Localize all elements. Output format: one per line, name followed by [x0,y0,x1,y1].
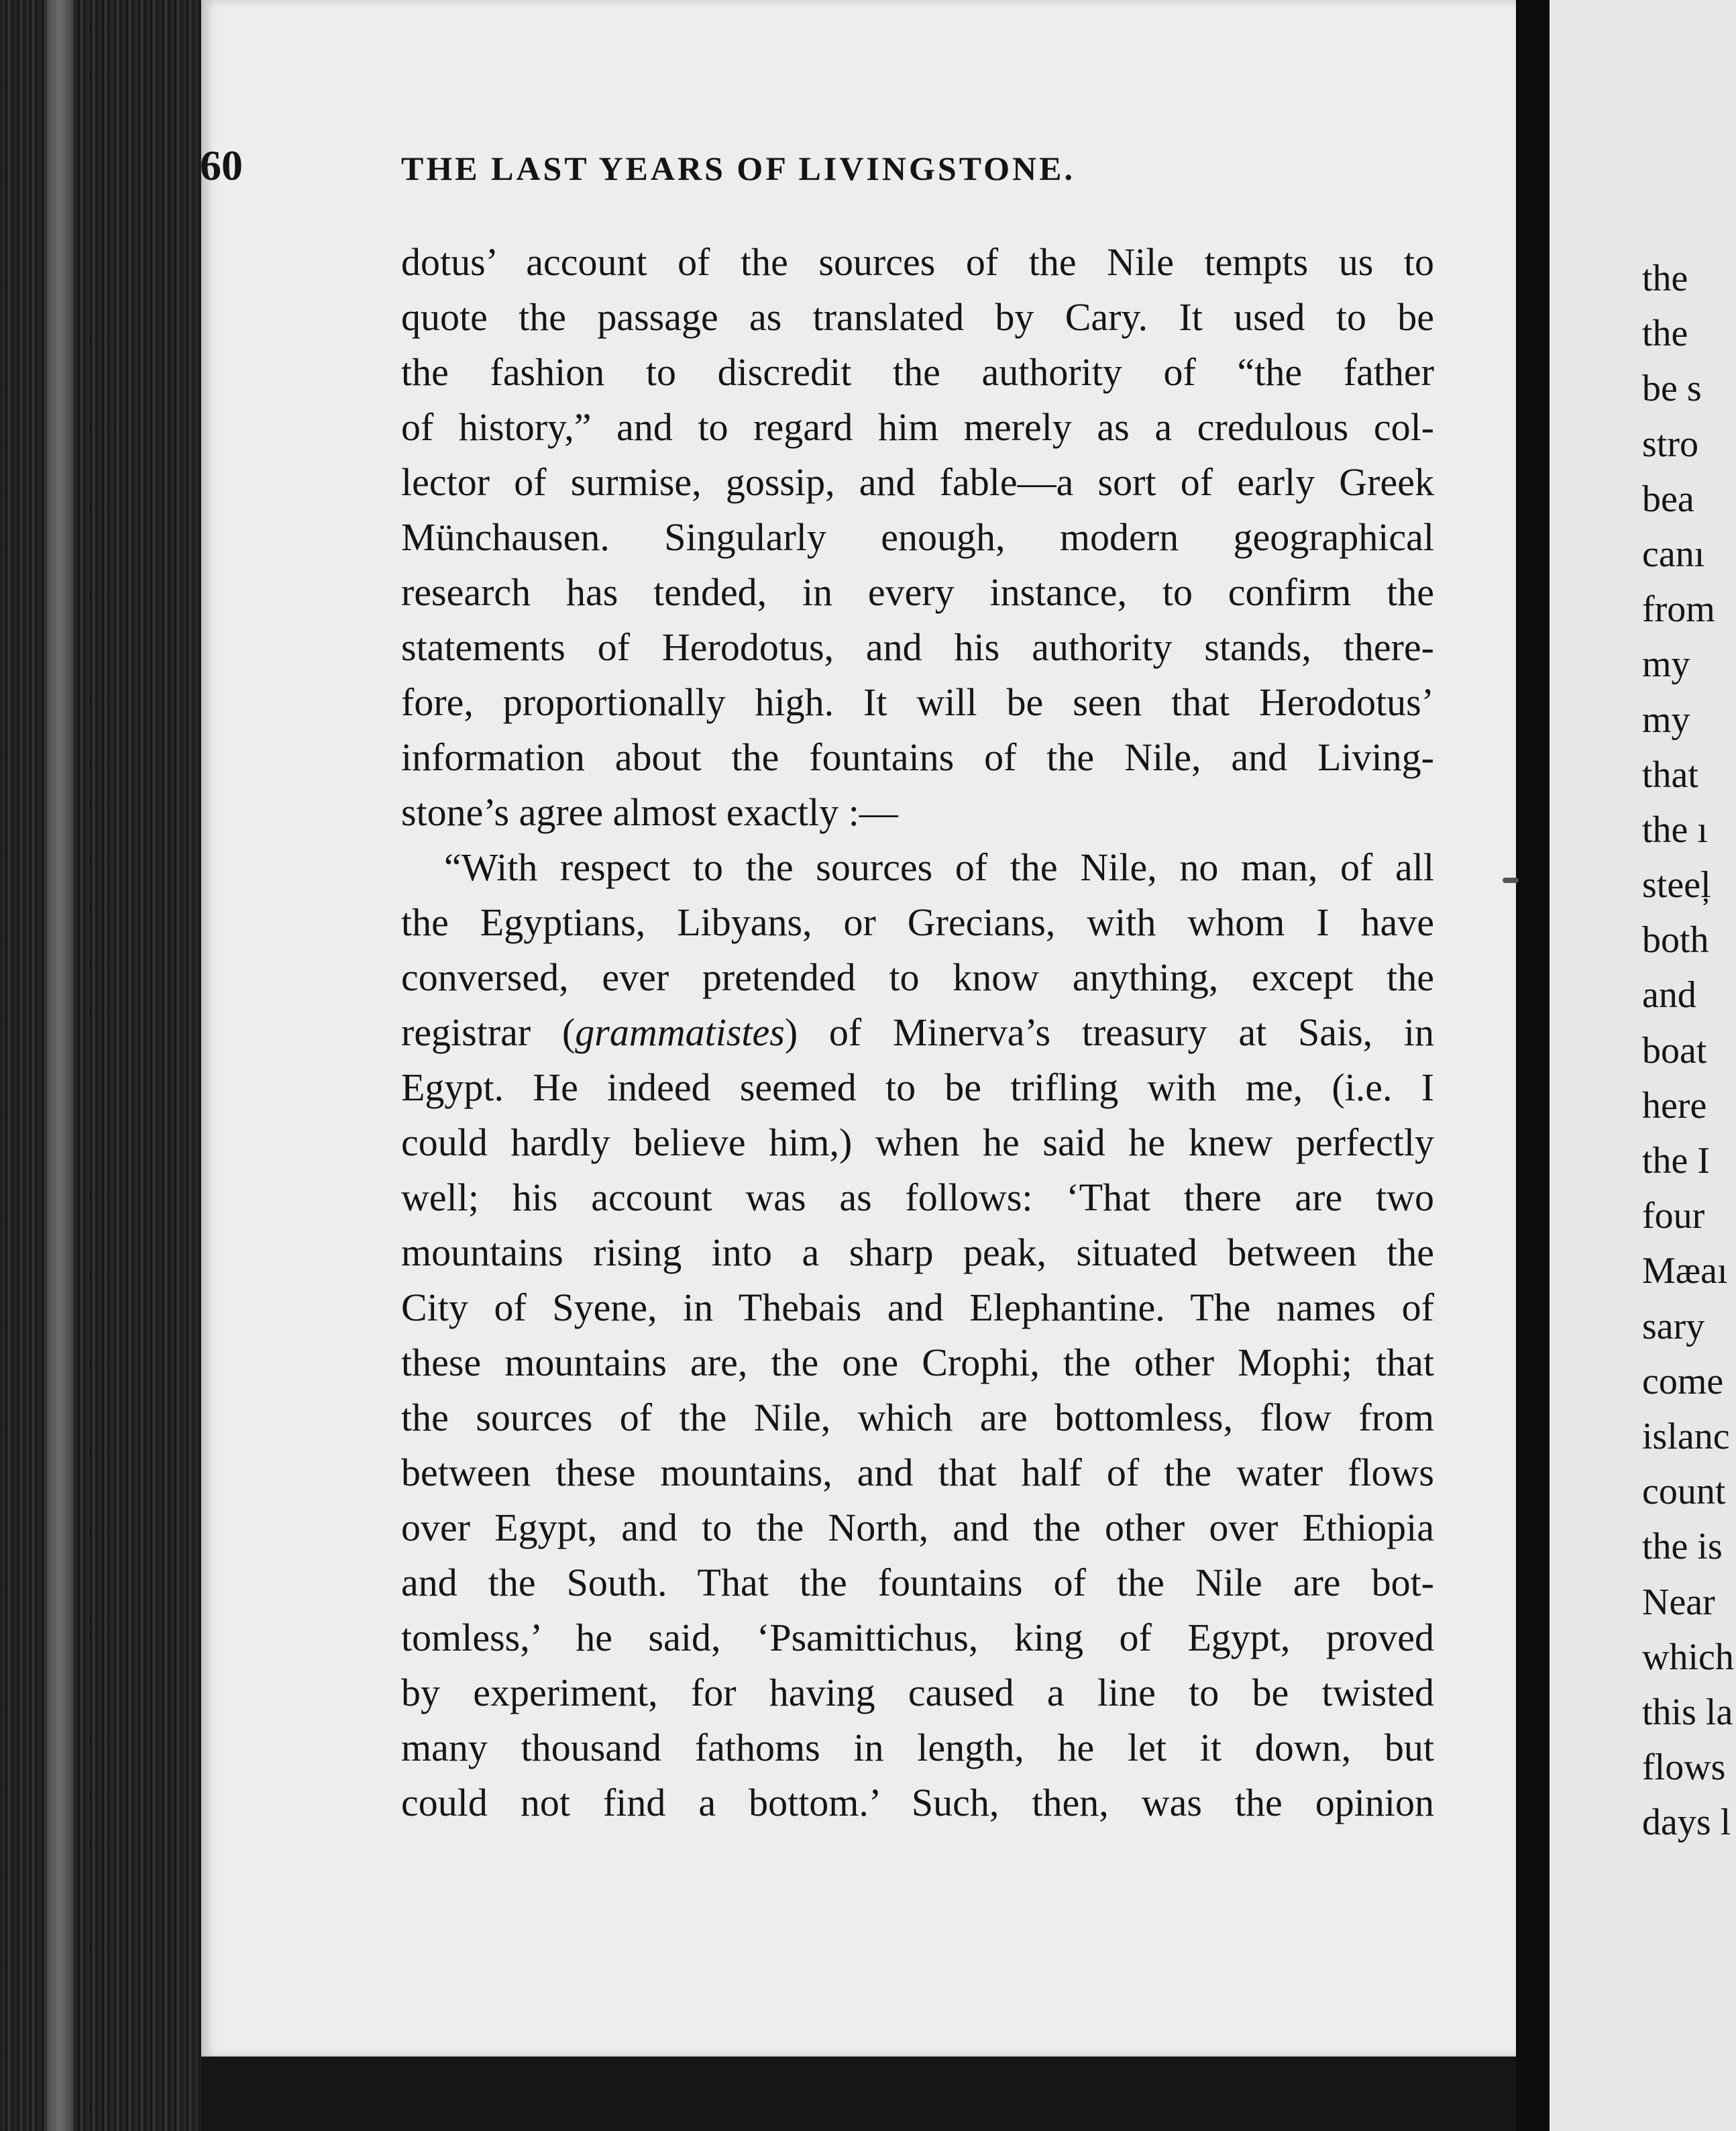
facing-page-word: steeļ [1642,864,1711,906]
text-line: fore, proportionally high. It will be seen that Herodotus’ [401,680,1434,724]
text-line: quote the passage as translated by Cary. It used to be [401,295,1434,339]
text-line: the fashion to discredit the authority of “the father [401,350,1434,394]
facing-page-word: the is [1642,1526,1723,1568]
text-run: ) of Minerva’s treasury at Sais, in [784,1010,1434,1054]
text-line: conversed, ever pretended to know anything, except the [401,955,1434,999]
facing-page-word: islanc [1642,1415,1730,1457]
facing-page-word: the ı [1642,809,1708,851]
facing-page-word: bea [1642,478,1694,520]
text-line: tomless,’ he said, ‘Psamittichus, king of Egypt, proved [401,1616,1434,1659]
book-gutter [1516,0,1550,2131]
running-title: THE LAST YEARS OF LIVINGSTONE. [401,150,1075,187]
facing-page-word: be s [1642,368,1702,410]
text-line: the sources of the Nile, which are bottomless, flow from [401,1396,1434,1439]
text-line: mountains rising into a sharp peak, situated between the [401,1231,1434,1274]
text-line: and the South. That the fountains of the Nile are bot- [401,1561,1434,1604]
facing-page-word: boat [1642,1029,1707,1072]
page-edges [0,0,201,2131]
facing-page-word: Mæaı [1642,1250,1728,1292]
text-line: City of Syene, in Thebais and Elephantine. The names of [401,1286,1434,1329]
text-line: many thousand fathoms in length, he let it down, but [401,1726,1434,1769]
facing-page-word: count [1642,1471,1726,1513]
facing-page-word: sary [1642,1305,1705,1347]
text-line: these mountains are, the one Crophi, the other Mophi; that [401,1341,1434,1384]
text-line: Münchausen. Singularly enough, modern geographical [401,515,1434,559]
facing-page-word: the [1642,258,1688,299]
body-text [401,235,1434,1830]
text-line: information about the fountains of the Nile, and Living- [401,735,1434,779]
page-header [200,141,1427,201]
text-line: research has tended, in every instance, to confirm the [401,570,1434,614]
facing-page-word: my [1642,698,1690,741]
text-line: by experiment, for having caused a line to be twisted [401,1671,1434,1714]
text-line: stone’s agree almost exactly :— [401,790,898,834]
facing-page-word: this la [1642,1691,1733,1733]
text-line: Egypt. He indeed seemed to be trifling with me, (i.e. I [401,1066,1434,1109]
text-line: the Egyptians, Libyans, or Grecians, with whom I have [401,900,1434,944]
page-number: 60 [200,142,243,189]
text-line: of history,” and to regard him merely as a credulous col- [401,405,1434,449]
text-line: between these mountains, and that half of the water flows [401,1451,1434,1494]
facing-page-word: days l [1642,1802,1731,1844]
facing-page-word: flows [1642,1747,1726,1789]
page-edges-highlight [47,0,74,2131]
facing-page-word: Near [1642,1581,1715,1623]
facing-page-word: the I [1642,1140,1711,1182]
facing-page-word: come [1642,1360,1724,1402]
facing-page-word: that [1642,753,1698,796]
text-line: could not find a bottom.’ Such, then, was the opinion [401,1781,1434,1824]
facing-page-word: the [1642,313,1688,355]
scan-bottom-border [201,2057,1516,2131]
text-line: “With respect to the sources of the Nile, no man, of all [444,845,1434,889]
italic-term: grammatistes [575,1010,785,1054]
facing-page-word: from [1642,588,1715,631]
text-line [401,1005,1434,1060]
facing-page-word: here [1642,1084,1707,1127]
facing-page-word: canı [1642,533,1705,575]
text-line: well; his account was as follows: ‘That there are two [401,1176,1434,1219]
ink-smudge [1503,878,1519,883]
text-line: lector of surmise, gossip, and fable—a sort of early Greek [401,460,1434,504]
facing-page-word: stro [1642,423,1698,465]
facing-page-word: which [1642,1636,1734,1678]
facing-page-word: four [1642,1195,1705,1237]
text-run: registrar ( [401,1010,576,1054]
facing-page-word: and [1642,974,1696,1017]
text-line: could hardly believe him,) when he said he knew perfectly [401,1121,1434,1164]
text-line: statements of Herodotus, and his authority stands, there- [401,625,1434,669]
text-line: over Egypt, and to the North, and the other over Ethiopia [401,1506,1434,1549]
facing-page-word: my [1642,643,1690,686]
text-line: dotus’ account of the sources of the Nile tempts us to [401,240,1434,284]
facing-page-word: both [1642,919,1709,961]
facing-page-text [1642,251,1734,1850]
